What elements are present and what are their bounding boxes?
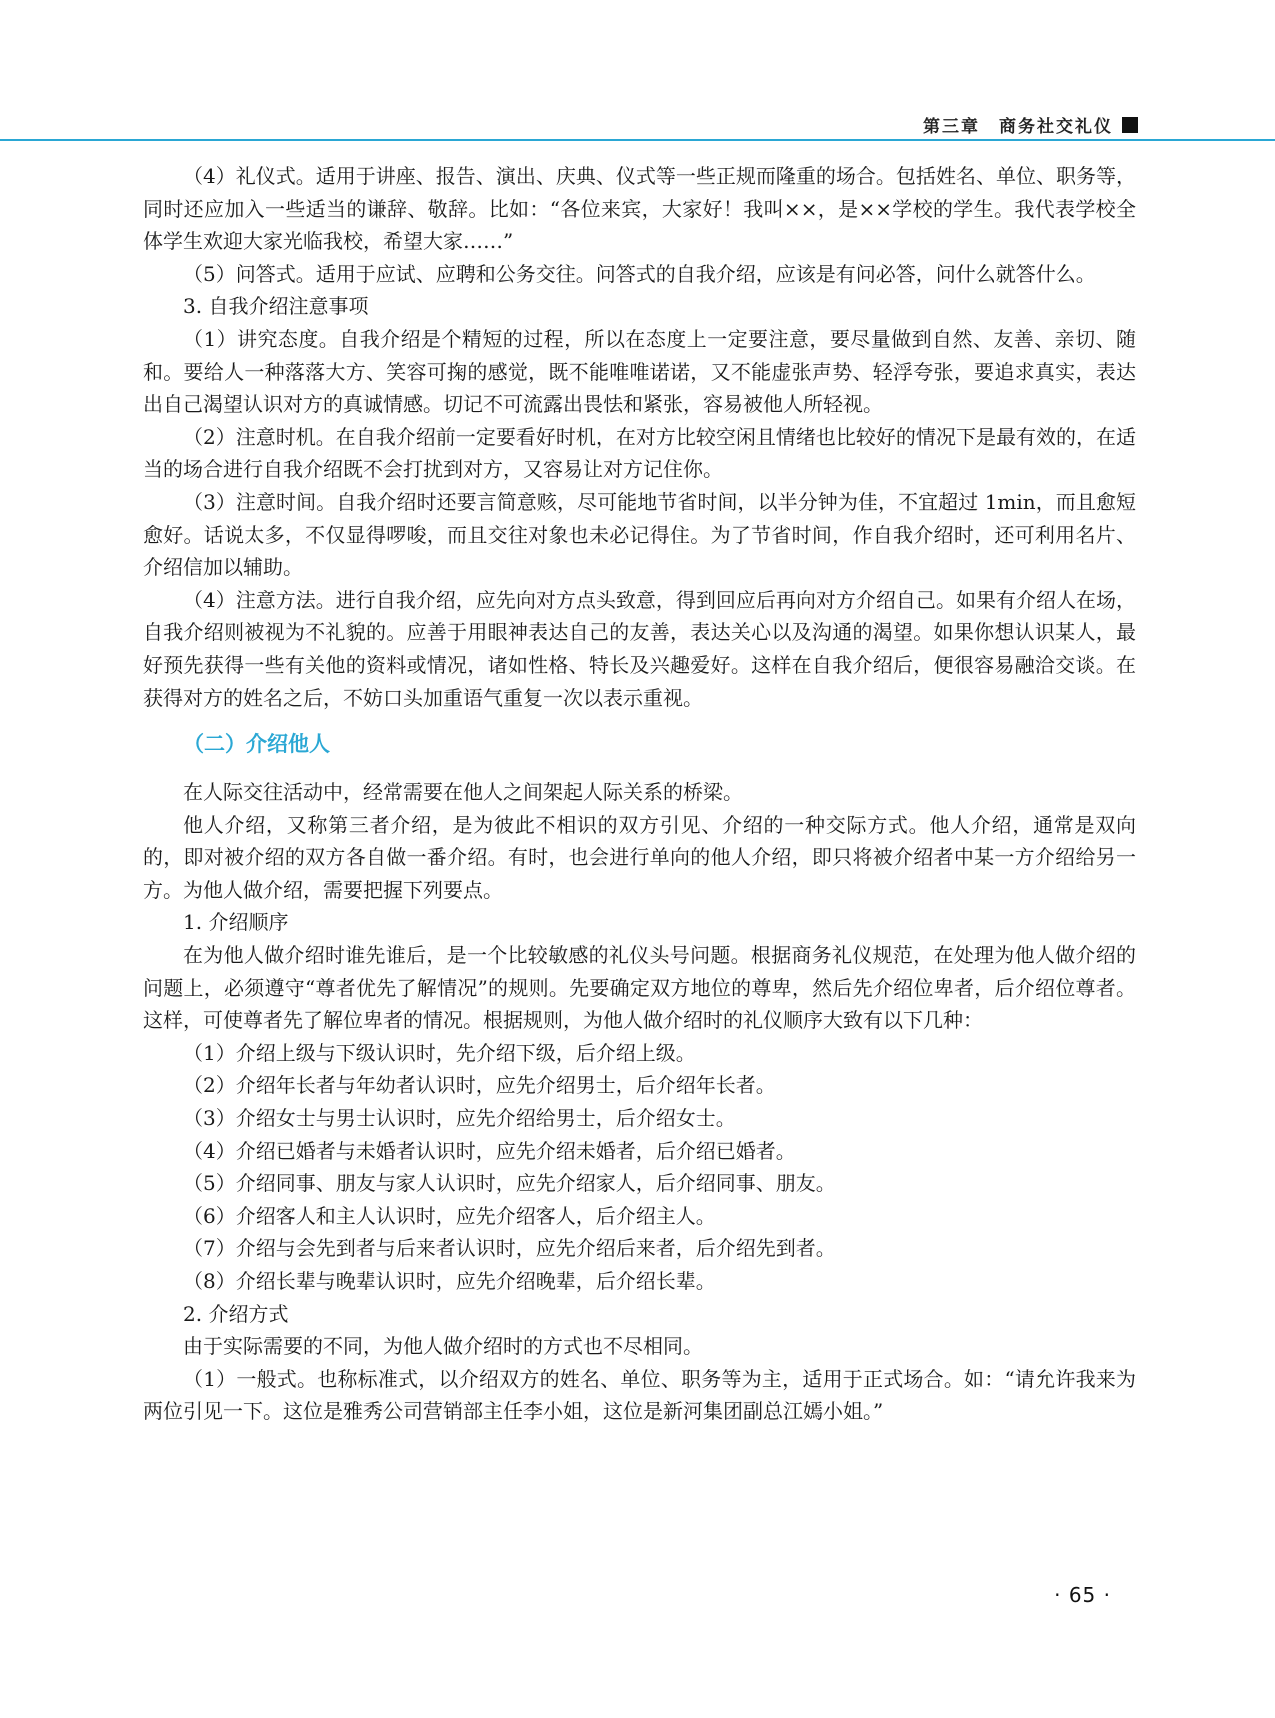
subheading: 3. 自我介绍注意事项 [183, 294, 369, 319]
paragraph: （2）注意时机。在自我介绍前一定要看好时机，在对方比较空闲且情绪也比较好的情况下是最有效的，在适当的场合进行自我介绍既不会打扰到对方，又容易让对方记住你。 [143, 424, 1136, 482]
header-square-marker [1122, 117, 1138, 133]
paragraph: 由于实际需要的不同，为他人做介绍时的方式也不尽相同。 [183, 1334, 703, 1359]
paragraph: （5）问答式。适用于应试、应聘和公务交往。问答式的自我介绍，应该是有问必答，问什么就答什么。 [183, 261, 1096, 286]
paragraph: （4）礼仪式。适用于讲座、报告、演出、庆典、仪式等一些正规而隆重的场合。包括姓名、单位、职务等，同时还应加入一些适当的谦辞、敬辞。比如：“各位来宾，大家好！我叫××，是××学校的学生。我代表学校全体学生欢迎大家光临我校，希望大家……” [143, 164, 1136, 254]
subheading: 1. 介绍顺序 [183, 910, 289, 935]
chapter-label: 第三章 [923, 117, 980, 137]
paragraph: （1）讲究态度。自我介绍是个精短的过程，所以在态度上一定要注意，要尽量做到自然、友善、亲切、随和。要给人一种落落大方、笑容可掬的感觉，既不能唯唯诺诺，又不能虚张声势、轻浮夸张，要追求真实，表达出自己渴望认识对方的真诚情感。切记不可流露出畏怯和紧张，容易被他人所轻视。 [143, 326, 1136, 417]
page-body [143, 160, 1136, 1428]
paragraph: （3）注意时间。自我介绍时还要言简意赅，尽可能地节省时间，以半分钟为佳，不宜超过 1min，而且愈短愈好。话说太多，不仅显得啰唆，而且交往对象也未必记得住。为了节省时间，作自我介绍时，还可利用名片、介绍信加以辅助。 [143, 489, 1136, 580]
subheading: 2. 介绍方式 [183, 1301, 289, 1326]
paragraph: 在人际交往活动中，经常需要在他人之间架起人际关系的桥梁。 [183, 780, 743, 805]
page-number: · 65 · [1054, 1583, 1111, 1607]
header-spacer [980, 117, 999, 137]
header-rule [0, 139, 1275, 141]
list-item: （6）介绍客人和主人认识时，应先介绍客人，后介绍主人。 [183, 1203, 716, 1228]
list-item: （2）介绍年长者与年幼者认识时，应先介绍男士，后介绍年长者。 [183, 1073, 776, 1098]
list-item: （3）介绍女士与男士认识时，应先介绍给男士，后介绍女士。 [183, 1106, 736, 1131]
chapter-title: 商务社交礼仪 [999, 117, 1113, 137]
list-item: （4）介绍已婚者与未婚者认识时，应先介绍未婚者，后介绍已婚者。 [183, 1138, 796, 1163]
list-item: （8）介绍长辈与晚辈认识时，应先介绍晚辈，后介绍长辈。 [183, 1269, 716, 1293]
section-heading: （二）介绍他人 [183, 732, 330, 757]
running-header-text [923, 112, 1113, 137]
paragraph: （1）一般式。也称标准式，以介绍双方的姓名、单位、职务等为主，适用于正式场合。如：“请允许我来为两位引见一下。这位是雅秀公司营销部主任李小姐，这位是新河集团副总江嫣小姐。” [143, 1366, 1136, 1424]
list-item: （7）介绍与会先到者与后来者认识时，应先介绍后来者，后介绍先到者。 [183, 1236, 836, 1261]
paragraph: 在为他人做介绍时谁先谁后，是一个比较敏感的礼仪头号问题。根据商务礼仪规范，在处理为他人做介绍的问题上，必须遵守“尊者优先了解情况”的规则。先要确定双方地位的尊卑，然后先介绍位卑者，后介绍位尊者。这样，可使尊者先了解位卑者的情况。根据规则，为他人做介绍时的礼仪顺序大致有以下几种： [143, 943, 1136, 1033]
list-item: （5）介绍同事、朋友与家人认识时，应先介绍家人，后介绍同事、朋友。 [183, 1171, 836, 1196]
paragraph: 他人介绍，又称第三者介绍，是为彼此不相识的双方引见、介绍的一种交际方式。他人介绍，通常是双向的，即对被介绍的双方各自做一番介绍。有时，也会进行单向的他人介绍，即只将被介绍者中某一方介绍给另一方。为他人做介绍，需要把握下列要点。 [143, 812, 1136, 902]
list-item: （1）介绍上级与下级认识时，先介绍下级，后介绍上级。 [183, 1040, 696, 1065]
paragraph: （4）注意方法。进行自我介绍，应先向对方点头致意，得到回应后再向对方介绍自己。如果有介绍人在场，自我介绍则被视为不礼貌的。应善于用眼神表达自己的友善，表达关心以及沟通的渴望。如果你想认识某人，最好预先获得一些有关他的资料或情况，诸如性格、特长及兴趣爱好。这样在自我介绍后，便很容易融洽交谈。在获得对方的姓名之后，不妨口头加重语气重复一次以表示重视。 [143, 587, 1136, 710]
